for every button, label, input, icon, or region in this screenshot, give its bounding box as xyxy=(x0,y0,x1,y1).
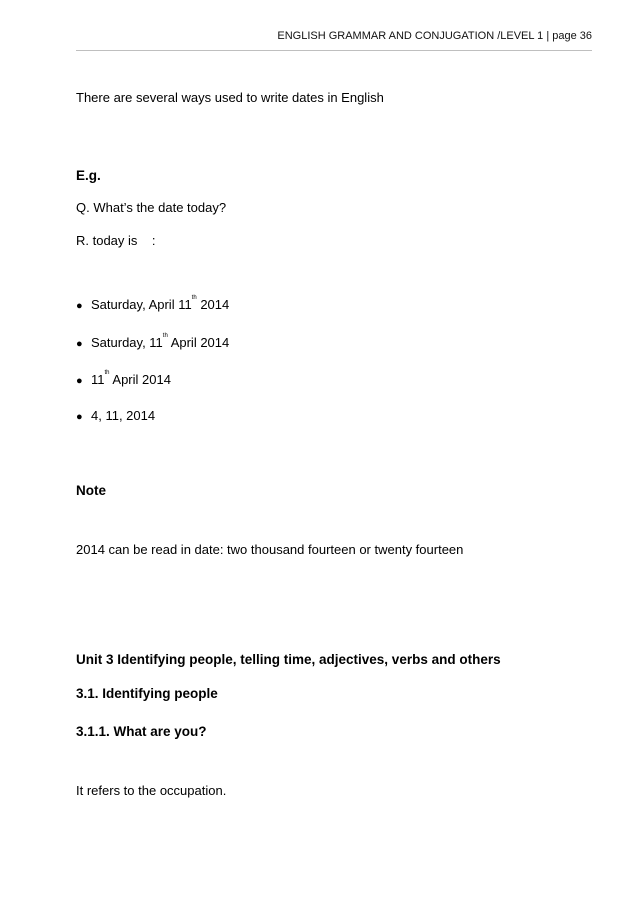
example-question: Q. What’s the date today? xyxy=(76,200,227,215)
example-heading: E.g. xyxy=(76,168,101,183)
date-list-item xyxy=(76,372,171,387)
note-heading: Note xyxy=(76,483,106,498)
ordinal-suffix: th xyxy=(191,295,197,301)
bullet-icon: ● xyxy=(76,375,83,387)
date-list-item xyxy=(76,408,155,423)
ordinal-suffix: th xyxy=(162,333,168,339)
date-list-item xyxy=(76,335,229,350)
bullet-icon: ● xyxy=(76,338,83,350)
date-part: 11 xyxy=(91,372,105,387)
page-header: ENGLISH GRAMMAR AND CONJUGATION /LEVEL 1 | page 36 xyxy=(76,30,592,51)
example-response: R. today is : xyxy=(76,233,156,248)
date-part: April 2014 xyxy=(167,335,230,350)
date-list-item xyxy=(76,297,229,312)
bullet-icon: ● xyxy=(76,411,83,423)
date-part: 2014 xyxy=(196,297,230,312)
ordinal-suffix: th xyxy=(104,370,110,376)
subsection-heading: 3.1.1. What are you? xyxy=(76,724,207,739)
section-heading: 3.1. Identifying people xyxy=(76,686,218,701)
date-part: Saturday, April 11 xyxy=(91,297,192,312)
note-text: 2014 can be read in date: two thousand fourteen or twenty fourteen xyxy=(76,542,464,557)
intro-text: There are several ways used to write dates in English xyxy=(76,90,384,105)
unit-title: Unit 3 Identifying people, telling time, adjectives, verbs and others xyxy=(76,652,501,667)
date-part: April 2014 xyxy=(109,372,171,387)
body-text: It refers to the occupation. xyxy=(76,783,227,798)
date-part: Saturday, 11 xyxy=(91,335,163,350)
date-part: 4, 11, 2014 xyxy=(91,408,156,423)
bullet-icon: ● xyxy=(76,300,83,312)
